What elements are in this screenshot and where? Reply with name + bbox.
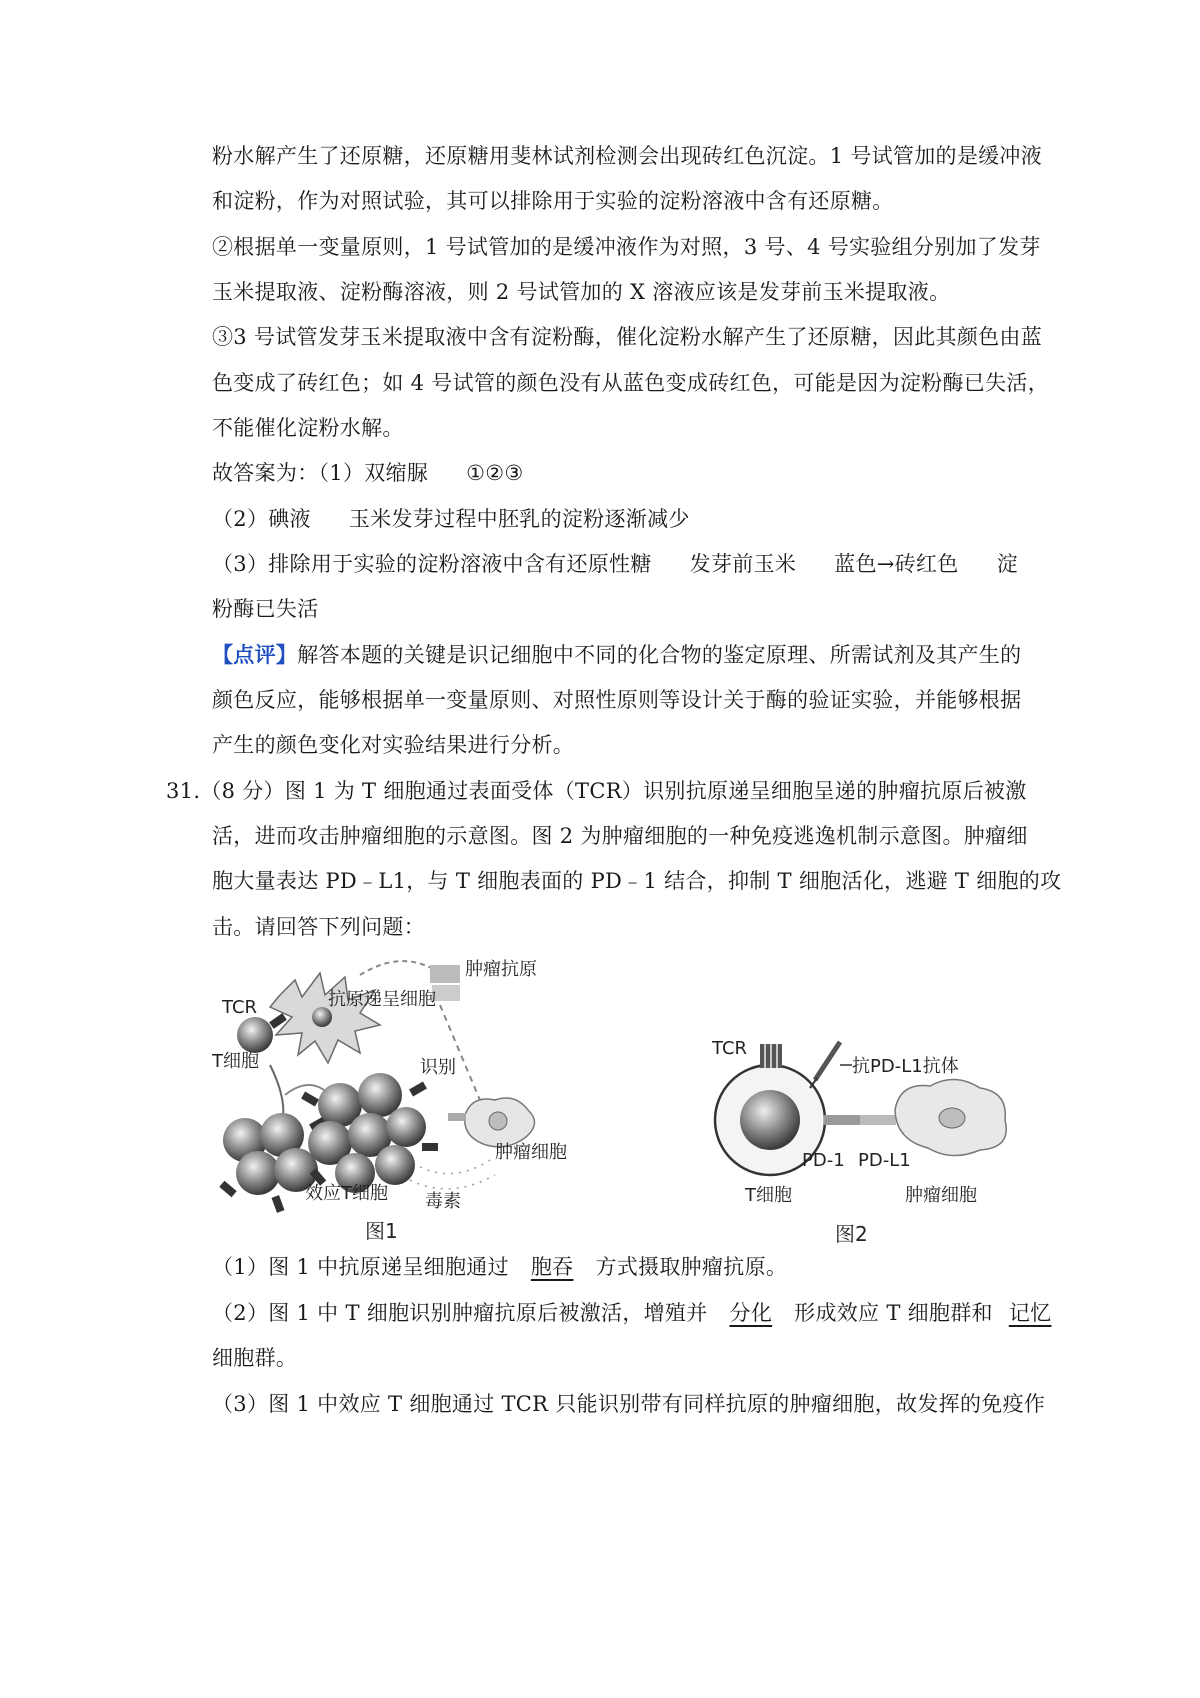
sub-q1-answer: 胞吞 <box>530 1255 574 1279</box>
answer-prefix: 故答案为：（1）双缩脲 <box>212 461 429 485</box>
figure-1 <box>210 955 630 1245</box>
effector-cluster-right <box>301 1073 438 1193</box>
sub-q2-b: 形成效应 T 细胞群和 <box>794 1301 993 1325</box>
q31-line-3: 胞大量表达 PD﹣L1，与 T 细胞表面的 PD﹣1 结合，抑制 T 细胞活化，逃避 T 细胞的攻 <box>212 869 1062 893</box>
sub-q3: （3）图 1 中效应 T 细胞通过 TCR 只能识别带有同样抗原的肿瘤细胞，故发挥的免疫作 <box>212 1392 1046 1416</box>
pd1-pdl1-binding <box>824 1115 896 1125</box>
fig1-t-cell-label: T细胞 <box>212 1051 259 1072</box>
fig2-pd1-label: PD-1 <box>802 1150 845 1171</box>
text-line-5: ③3 号试管发芽玉米提取液中含有淀粉酶，催化淀粉水解产生了还原糖，因此其颜色由蓝 <box>212 325 1043 349</box>
fig1-toxin-label: 毒素 <box>425 1191 461 1212</box>
fig2-pdl1-label: PD-L1 <box>858 1150 911 1171</box>
fig1-effector-label: 效应T细胞 <box>305 1183 388 1204</box>
answer-3d: 淀 <box>996 552 1018 576</box>
syringe-icon <box>810 1042 840 1088</box>
fig2-tumor-cell-label: 肿瘤细胞 <box>905 1185 977 1206</box>
q31-line-1 <box>166 776 1027 806</box>
q31-line-2: 活，进而攻击肿瘤细胞的示意图。图 2 为肿瘤细胞的一种免疫逃逸机制示意图。肿瘤细 <box>212 824 1028 848</box>
answer-2b: 玉米发芽过程中胚乳的淀粉逐渐减少 <box>348 507 690 531</box>
text-line-7: 不能催化淀粉水解。 <box>212 416 404 440</box>
fig1-tcr-label: TCR <box>222 997 258 1018</box>
antigen-path <box>440 1005 482 1105</box>
text-line-6: 色变成了砖红色；如 4 号试管的颜色没有从蓝色变成砖红色，可能是因为淀粉酶已失活， <box>212 371 1050 395</box>
apc-cell <box>270 973 380 1063</box>
sub-q2-answer-2: 记忆 <box>1008 1301 1052 1325</box>
answer-line-2 <box>212 504 1032 534</box>
toxin-dots <box>410 1160 495 1189</box>
sub-q2 <box>212 1298 1052 1328</box>
text-line-1: 粉水解产生了还原糖，还原糖用斐林试剂检测会出现砖红色沉淀。1 号试管加的是缓冲液 <box>212 144 1043 168</box>
sub-q2-cont: 细胞群。 <box>212 1346 298 1370</box>
fig1-tumor-cell-label: 肿瘤细胞 <box>495 1142 567 1163</box>
fig1-caption: 图1 <box>365 1219 398 1243</box>
answer-3c: 蓝色→砖红色 <box>834 552 959 576</box>
answer-line-3 <box>212 549 1032 579</box>
fig2-tumor-cell <box>895 1079 1006 1155</box>
text-line-3: ②根据单一变量原则，1 号试管加的是缓冲液作为对照，3 号、4 号实验组分别加了发芽 <box>212 235 1041 259</box>
answer-3a: （3）排除用于实验的淀粉溶液中含有还原性糖 <box>212 552 652 576</box>
sub-q1 <box>212 1252 1032 1282</box>
q31-line-4: 击。请回答下列问题： <box>212 915 425 939</box>
answer-line-1 <box>212 458 1032 488</box>
text-line-2: 和淀粉，作为对照试验，其可以排除用于实验的淀粉溶液中含有还原糖。 <box>212 189 894 213</box>
fig1-tumor-antigen: 肿瘤抗原 <box>465 959 537 980</box>
comment-line-2: 颜色反应，能够根据单一变量原则、对照性原则等设计关于酶的验证实验，并能够根据 <box>212 688 1022 712</box>
sub-q1-b: 方式摄取肿瘤抗原。 <box>595 1255 788 1279</box>
fig2-antibody-label: 抗PD-L1抗体 <box>852 1056 959 1077</box>
comment-line-1 <box>212 640 1032 670</box>
fig1-recognize-label: 识别 <box>420 1057 456 1078</box>
fig2-t-cell-label: T细胞 <box>745 1185 792 1206</box>
fig2-caption: 图2 <box>835 1222 868 1246</box>
fig1-apc-label: 抗原递呈细胞 <box>328 989 436 1010</box>
answer-2a: （2）碘液 <box>212 507 311 531</box>
figure-2 <box>690 1020 1020 1275</box>
answer-3b: 发芽前玉米 <box>689 552 797 576</box>
answer-1b: ①②③ <box>466 461 524 485</box>
uptake-arrow <box>360 961 435 975</box>
q31-text-1: （8 分）图 1 为 T 细胞通过表面受体（TCR）识别抗原递呈细胞呈递的肿瘤抗原后被激 <box>200 779 1027 803</box>
comment-text-1: 解答本题的关键是识记细胞中不同的化合物的鉴定原理、所需试剂及其产生的 <box>297 643 1022 667</box>
comment-line-3: 产生的颜色变化对实验结果进行分析。 <box>212 733 575 757</box>
sub-q2-a: （2）图 1 中 T 细胞识别肿瘤抗原后被激活，增殖并 <box>212 1301 708 1325</box>
tumor-cell-1 <box>448 1098 535 1147</box>
q31-number: 31. <box>166 779 201 803</box>
fig2-tcr-label: TCR <box>712 1038 748 1059</box>
comment-tag: 【点评】 <box>212 642 298 667</box>
sub-q1-a: （1）图 1 中抗原递呈细胞通过 <box>212 1255 509 1279</box>
answer-line-4: 粉酶已失活 <box>212 597 319 621</box>
text-line-4: 玉米提取液、淀粉酶溶液，则 2 号试管加的 X 溶液应该是发芽前玉米提取液。 <box>212 280 951 304</box>
sub-q2-answer-1: 分化 <box>729 1301 773 1325</box>
